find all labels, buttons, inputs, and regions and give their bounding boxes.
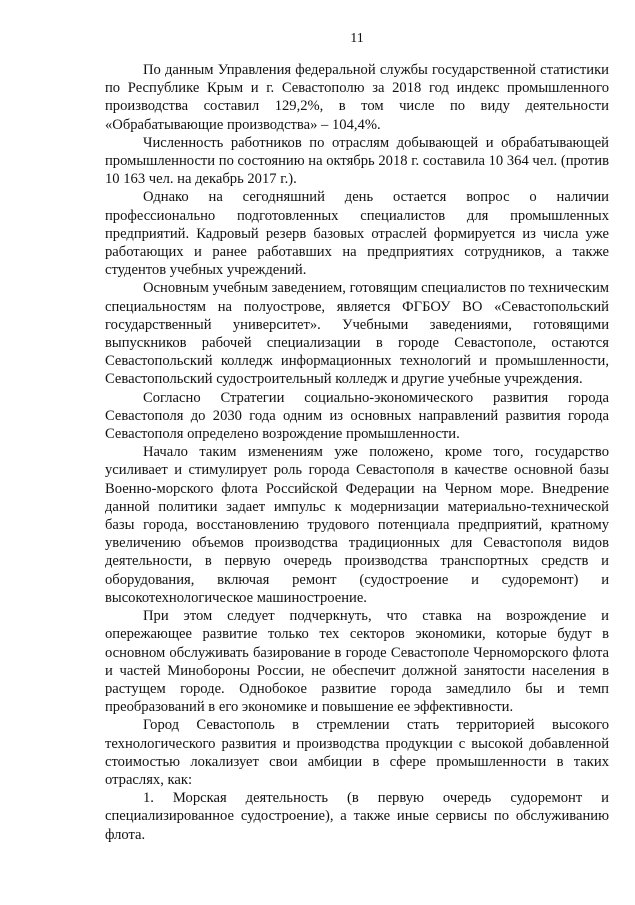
paragraph-industry-ambitions: Город Севастополь в стремлении стать территорией высокого технологического развития и производства продукции с высокой добавленной стоимостью локализует свои амбиции в сфере промышленности в таких отраслях, как: [105, 717, 609, 788]
paragraph-development-strategy: Согласно Стратегии социально-экономического развития города Севастополя до 2030 года одним из основных направлений развития города Севастополя определено возрождение промышленности. [105, 389, 609, 443]
paragraph-educational-institutions: Основным учебным заведением, готовящим специалистов по техническим специальностям на полуострове, является ФГБОУ ВО «Севастопольский государственный университет». Учебными заведениями, готовящими выпускников рабочей специализации в городе Севастополе, остаются Севастопольский колледж информационных технологий и промышленности, Севастопольский судостроительный колледж и другие учебные учреждения. [105, 280, 609, 388]
paragraph-navy-base-role: Начало таким изменениям уже положено, кроме того, государство усиливает и стимулирует роль города Севастополя в качестве основной базы Военно-морского флота Российской Федерации на Черном море. Внедрение данной политики задает импульс к модернизации материально-технической базы города, восстановлению трудового потенциала предприятий, кратному увеличению объемов производства традиционных для Севастополя видов деятельности, в первую очередь производства транспортных средств и оборудования, включая ремонт (судостроение и судоремонт) и высокотехнологическое машиностроение. [105, 444, 609, 606]
page-number: 11 [350, 31, 364, 46]
paragraph-workforce-count: Численность работников по отраслям добывающей и обрабатывающей промышленности по состоянию на октябрь 2018 г. составила 10 364 чел. (против 10 163 чел. на декабрь 2017 г.). [105, 134, 609, 188]
paragraph-industrial-index: По данным Управления федеральной службы государственной статистики по Республике Крым и г. Севастополю за 2018 год индекс промышленного производства составил 129,2%, в том числе по виду деятельности «Обрабатывающие производства» – 104,4%. [105, 62, 609, 133]
list-item-maritime-activity: 1. Морская деятельность (в первую очередь судоремонт и специализированное судостроение), а также иные сервисы по обслуживанию флота. [105, 790, 609, 843]
paragraph-economic-balance: При этом следует подчеркнуть, что ставка на возрождение и опережающее развитие только тех секторов экономики, которые будут в основном обслуживать базирование в городе Севастополе Черноморского флота и частей Минобороны России, не обеспечит должной занятости населения в растущем городе. Однобокое развитие города замедлило бы и темп преобразований в его экономике и повышение ее эффективности. [105, 608, 609, 716]
paragraph-qualified-specialists: Однако на сегодняшний день остается вопрос о наличии профессионально подготовленных специалистов для промышленных предприятий. Кадровый резерв базовых отраслей формируется из числа уже работающих и ранее работавших на предприятиях сотрудников, а также студентов учебных учреждений. [105, 189, 609, 279]
